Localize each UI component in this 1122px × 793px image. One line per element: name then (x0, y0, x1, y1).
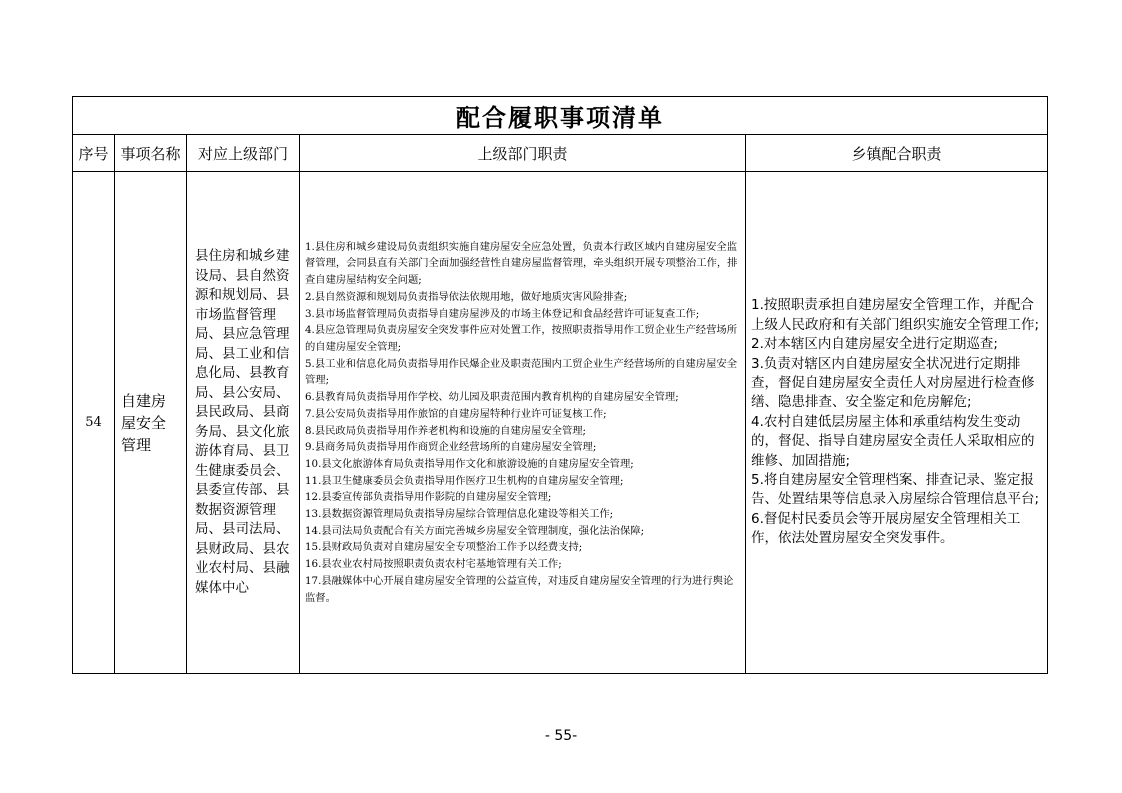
table-row (73, 172, 1048, 674)
upper-duty-item: 11.县卫生健康委员会负责指导用作医疗卫生机构的自建房屋安全管理; (305, 474, 624, 487)
upper-duty-item: 16.县农业农村局按照职责负责农村宅基地管理有关工作; (305, 558, 562, 571)
row-seq: 54 (73, 172, 115, 674)
upper-duty-item: 4.县应急管理局负责房屋安全突发事件应对处置工作，按照职责指导用作工贸企业生产经营场所的自建房屋安全管理; (305, 324, 737, 353)
page-title: 配合履职事项清单 (73, 97, 1048, 135)
header-departments: 对应上级部门 (187, 135, 300, 172)
upper-duty-item: 12.县委宣传部负责指导用作影院的自建房屋安全管理; (305, 491, 552, 504)
upper-duty-item: 13.县数据资源管理局负责指导房屋综合管理信息化建设等相关工作; (305, 508, 614, 521)
town-duty-item: 2.对本辖区内自建房屋安全进行定期巡查; (751, 336, 998, 353)
upper-duty-item: 10.县文化旅游体育局负责指导用作文化和旅游设施的自建房屋安全管理; (305, 457, 634, 470)
row-departments: 县住房和城乡建设局、县自然资源和规划局、县市场监督管理局、县应急管理局、县工业和信息化局、县教育局、县公安局、县民政局、县商务局、县文化旅游体育局、县卫生健康委员会、县委宣传部、县数据资源管理局、县司法局、县财政局、县农业农村局、县融媒体中心 (187, 172, 300, 674)
table-header-row (73, 135, 1048, 172)
header-item-name: 事项名称 (115, 135, 187, 172)
upper-duty-item: 2.县自然资源和规划局负责指导依法依规用地，做好地质灾害风险排查; (305, 290, 628, 303)
upper-duty-item: 6.县教育局负责指导用作学校、幼儿园及职责范围内教育机构的自建房屋安全管理; (305, 391, 679, 404)
town-duty-item: 5.将自建房屋安全管理档案、排查记录、鉴定报告、处置结果等信息录入房屋综合管理信息平台; (751, 472, 1040, 508)
upper-duty-item: 14.县司法局负责配合有关方面完善城乡房屋安全管理制度，强化法治保障; (305, 524, 645, 537)
upper-duty-item: 17.县融媒体中心开展自建房屋安全管理的公益宣传，对违反自建房屋安全管理的行为进行舆论监督。 (305, 574, 734, 604)
upper-duty-item: 3.县市场监督管理局负责指导自建房屋涉及的市场主体登记和食品经营许可证复查工作; (305, 307, 700, 320)
duty-list-table (72, 96, 1048, 674)
upper-duty-item: 15.县财政局负责对自建房屋安全专项整治工作予以经费支持; (305, 541, 583, 554)
upper-duty-item: 7.县公安局负责指导用作旅馆的自建房屋特种行业许可证复核工作; (305, 407, 607, 420)
town-duty-item: 6.督促村民委员会等开展房屋安全管理相关工作，依法处置房屋安全突发事件。 (751, 510, 1021, 547)
page-number: - 55- (544, 728, 578, 744)
upper-duty-item: 5.县工业和信息化局负责指导用作民爆企业及职责范围内工贸企业生产经营场所的自建房屋安全管理; (305, 357, 737, 387)
header-town-duties: 乡镇配合职责 (746, 135, 1048, 172)
header-seq: 序号 (73, 135, 115, 172)
row-item-name: 自建房屋安全管理 (115, 172, 187, 674)
upper-duty-item: 8.县民政局负责指导用作养老机构和设施的自建房屋安全管理; (305, 424, 587, 437)
upper-duty-item: 9.县商务局负责指导用作商贸企业经营场所的自建房屋安全管理; (305, 441, 597, 454)
town-duty-item: 3.负责对辖区内自建房屋安全状况进行定期排查，督促自建房屋安全责任人对房屋进行检查修缮、隐患排查、安全鉴定和危房解危; (751, 355, 1035, 411)
upper-duty-item: 1.县住房和城乡建设局负责组织实施自建房屋安全应急处置，负责本行政区域内自建房屋安全监督管理，会同县直有关部门全面加强经营性自建房屋监督管理，牵头组织开展专项整治工作，排查自建房屋结构安全问题; (305, 240, 738, 287)
row-town-duties (746, 172, 1048, 674)
town-duty-item: 1.按照职责承担自建房屋安全管理工作，并配合上级人民政府和有关部门组织实施安全管理工作; (751, 297, 1040, 333)
town-duty-item: 4.农村自建低层房屋主体和承重结构发生变动的，督促、指导自建房屋安全责任人采取相应的维修、加固措施; (751, 413, 1035, 469)
row-upper-duties (300, 172, 746, 674)
header-upper-duties: 上级部门职责 (300, 135, 746, 172)
